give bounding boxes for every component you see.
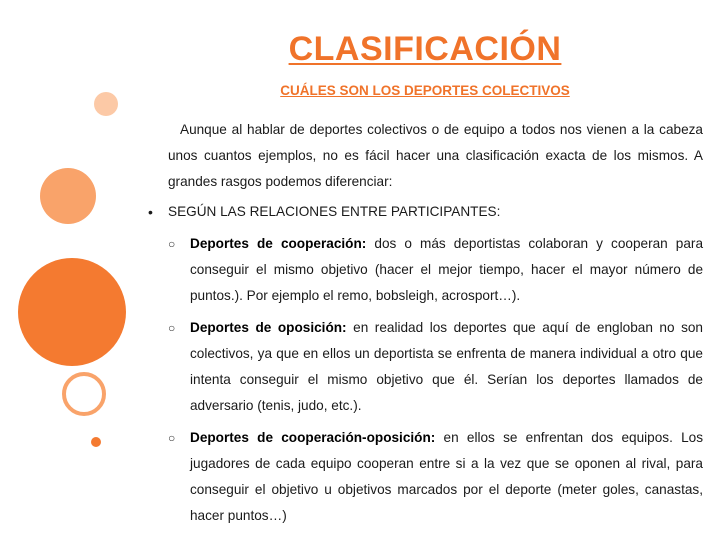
- term: Deportes de cooperación-oposición:: [190, 430, 436, 445]
- list-item: [168, 231, 703, 309]
- intro-paragraph: Aunque al hablar de deportes colectivos o de equipo a todos nos vienen a la cabeza unos cuantos ejemplos, no es fácil hacer una clasificación exacta de los mismos. A grandes rasgos podemos diferenciar:: [168, 122, 703, 189]
- decor-circle-outline: [62, 372, 106, 416]
- page-title: CLASIFICACIÓN: [288, 30, 562, 68]
- slide-content: [148, 117, 703, 535]
- list-item-text: [190, 315, 703, 419]
- term: Deportes de cooperación:: [190, 236, 367, 251]
- decor-circle-medium: [40, 168, 96, 224]
- description: en realidad los deportes que aquí de engloban no son colectivos, ya que en ellos un deportista se enfrenta de manera individual a otro que intenta conseguir el mismo objetivo que él. Serían los deportes llamados de adversario (tenis, judo, etc.).: [190, 320, 703, 413]
- section-heading-item: [148, 199, 703, 225]
- section-heading: SEGÚN LAS RELACIONES ENTRE PARTICIPANTES:: [168, 204, 501, 219]
- list-item: [168, 425, 703, 529]
- decor-circle-large: [18, 258, 126, 366]
- circle-bullet-icon: ○: [168, 321, 176, 335]
- page-subtitle: CUÁLES SON LOS DEPORTES COLECTIVOS: [280, 83, 570, 98]
- decor-circle-small-top: [94, 92, 118, 116]
- list-item: [168, 315, 703, 419]
- circle-bullet-icon: ○: [168, 237, 176, 251]
- list-item-text: [190, 425, 703, 529]
- sub-list: [168, 231, 703, 529]
- description: dos o más deportistas colaboran y cooperan para conseguir el mismo objetivo (hacer el mejor tiempo, hacer el mayor número de puntos.). Por ejemplo el remo, bobsleigh, acrosport…).: [190, 236, 703, 303]
- bullet-marker: •: [148, 204, 153, 220]
- list-item-text: [190, 231, 703, 309]
- circle-bullet-icon: ○: [168, 431, 176, 445]
- description: en ellos se enfrentan dos equipos. Los jugadores de cada equipo cooperan entre si a la vez que se oponen al rival, para conseguir el objetivo u objetivos marcados por el deporte (meter goles, canastas, hacer puntos…): [190, 430, 703, 523]
- term: Deportes de oposición:: [190, 320, 347, 335]
- decor-circle-dot: [91, 437, 101, 447]
